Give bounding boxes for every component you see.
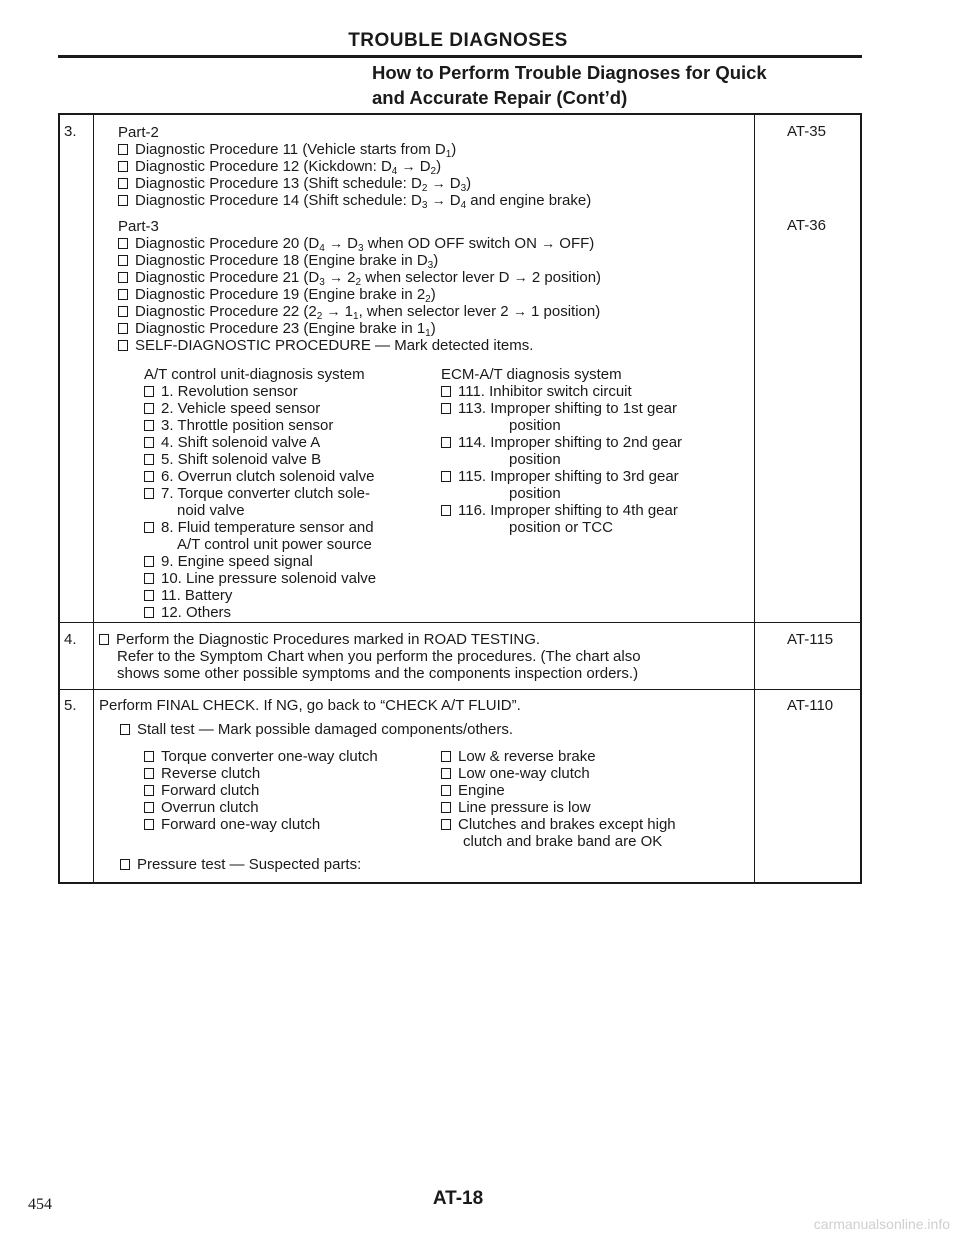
checkbox[interactable] xyxy=(441,802,451,813)
checkbox[interactable] xyxy=(144,522,154,533)
checkbox[interactable] xyxy=(144,454,154,465)
checkbox[interactable] xyxy=(118,195,128,206)
at-item: 3. Throttle position sensor xyxy=(144,417,333,434)
checkbox[interactable] xyxy=(441,386,451,397)
ref-road-testing: AT-115 xyxy=(787,631,834,648)
at-item: 8. Fluid temperature sensor and xyxy=(144,519,374,536)
procedure-19-item: Diagnostic Procedure 19 (Engine brake in $2_2$) xyxy=(118,286,436,308)
checkbox[interactable] xyxy=(118,340,128,351)
procedure-14-item: Diagnostic Procedure 14 (Shift schedule: $D_3 \to D_4$ and engine brake) xyxy=(118,192,591,214)
procedure-23-item: Diagnostic Procedure 23 (Engine brake in $1_1$) xyxy=(118,320,436,342)
checkbox[interactable] xyxy=(144,471,154,482)
procedure-table xyxy=(58,113,862,884)
ref-part2: AT-35 xyxy=(787,123,826,140)
number-column-divider xyxy=(93,115,94,882)
row-number-4: 4. xyxy=(64,631,77,648)
page-number: 454 xyxy=(28,1196,52,1213)
pressure-test-item: Pressure test — Suspected parts: xyxy=(120,856,361,873)
checkbox[interactable] xyxy=(118,323,128,334)
at-item-continuation: A/T control unit power source xyxy=(177,536,372,553)
at-item: 1. Revolution sensor xyxy=(144,383,298,400)
reference-column-divider xyxy=(754,115,755,882)
checkbox[interactable] xyxy=(441,471,451,482)
checkbox[interactable] xyxy=(144,556,154,567)
checkbox[interactable] xyxy=(144,607,154,618)
stall-left-item: Forward clutch xyxy=(144,782,259,799)
stall-test-item: Stall test — Mark possible damaged components/others. xyxy=(120,721,513,738)
checkbox[interactable] xyxy=(144,785,154,796)
procedure-18-item: Diagnostic Procedure 18 (Engine brake in $D_3$) xyxy=(118,252,438,274)
procedure-12-item: Diagnostic Procedure 12 (Kickdown: $D_4 \to D_2$) xyxy=(118,158,441,180)
checkbox[interactable] xyxy=(441,819,451,830)
checkbox[interactable] xyxy=(118,289,128,300)
checkbox[interactable] xyxy=(118,178,128,189)
procedure-22-item: Diagnostic Procedure 22 ($2_2 \to 1_1$, when selector lever 2 → 1 position) xyxy=(118,303,600,325)
at-item: 12. Others xyxy=(144,604,231,621)
row-divider-3-4 xyxy=(60,622,860,623)
at-item: 4. Shift solenoid valve A xyxy=(144,434,320,451)
ecm-item: 111. Inhibitor switch circuit xyxy=(441,383,632,400)
section-subtitle xyxy=(372,60,852,110)
subtitle-line-2: and Accurate Repair (Cont’d) xyxy=(372,87,628,108)
ecm-item-continuation: position or TCC xyxy=(509,519,613,536)
checkbox[interactable] xyxy=(118,306,128,317)
stall-right-item: Low one-way clutch xyxy=(441,765,590,782)
checkbox[interactable] xyxy=(144,768,154,779)
checkbox[interactable] xyxy=(118,255,128,266)
at-item: 2. Vehicle speed sensor xyxy=(144,400,320,417)
checkbox[interactable] xyxy=(144,437,154,448)
ecm-item: 116. Improper shifting to 4th gear xyxy=(441,502,678,519)
road-testing-note-2: shows some other possible symptoms and the components inspection orders.) xyxy=(117,665,639,682)
watermark: carmanualsonline.info xyxy=(813,1216,950,1232)
checkbox[interactable] xyxy=(144,751,154,762)
checkbox[interactable] xyxy=(144,802,154,813)
checkbox[interactable] xyxy=(441,768,451,779)
checkbox[interactable] xyxy=(144,403,154,414)
checkbox[interactable] xyxy=(144,590,154,601)
stall-left-item: Overrun clutch xyxy=(144,799,259,816)
final-check-instruction: Perform FINAL CHECK. If NG, go back to “CHECK A/T FLUID”. xyxy=(99,697,521,714)
checkbox[interactable] xyxy=(120,724,130,735)
checkbox[interactable] xyxy=(99,634,109,645)
ecm-item: 114. Improper shifting to 2nd gear xyxy=(441,434,682,451)
at-item: 10. Line pressure solenoid valve xyxy=(144,570,376,587)
checkbox[interactable] xyxy=(118,272,128,283)
checkbox[interactable] xyxy=(441,437,451,448)
ecm-item: 113. Improper shifting to 1st gear xyxy=(441,400,677,417)
procedure-20-item: Diagnostic Procedure 20 ($D_4 \to D_3$ when OD OFF switch ON → OFF) xyxy=(118,235,594,257)
checkbox[interactable] xyxy=(144,420,154,431)
procedure-11-item: Diagnostic Procedure 11 (Vehicle starts from $D_1$) xyxy=(118,141,456,163)
header-rule xyxy=(58,55,862,58)
page-label: AT-18 xyxy=(432,1188,484,1209)
ecm-item-continuation: position xyxy=(509,417,561,434)
at-item: 7. Torque converter clutch sole- xyxy=(144,485,370,502)
stall-left-item: Reverse clutch xyxy=(144,765,260,782)
checkbox[interactable] xyxy=(118,238,128,249)
ecm-system-heading: ECM-A/T diagnosis system xyxy=(441,366,622,383)
checkbox[interactable] xyxy=(144,386,154,397)
procedure-13-item: Diagnostic Procedure 13 (Shift schedule: $D_2 \to D_3$) xyxy=(118,175,471,197)
road-testing-note-1: Refer to the Symptom Chart when you perform the procedures. (The chart also xyxy=(117,648,641,665)
stall-left-item: Forward one-way clutch xyxy=(144,816,320,833)
checkbox[interactable] xyxy=(441,751,451,762)
checkbox[interactable] xyxy=(441,403,451,414)
ref-final-check: AT-110 xyxy=(787,697,834,714)
ecm-item-continuation: position xyxy=(509,485,561,502)
part2-title: Part-2 xyxy=(118,124,159,141)
road-testing-item: Perform the Diagnostic Procedures marked in ROAD TESTING. xyxy=(99,631,540,648)
checkbox[interactable] xyxy=(118,144,128,155)
row-number-5: 5. xyxy=(64,697,77,714)
at-item: 5. Shift solenoid valve B xyxy=(144,451,321,468)
self-diagnostic-item: SELF-DIAGNOSTIC PROCEDURE — Mark detected items. xyxy=(118,337,533,354)
row-divider-4-5 xyxy=(60,689,860,690)
page-title: TROUBLE DIAGNOSES xyxy=(348,30,568,51)
at-item: 9. Engine speed signal xyxy=(144,553,313,570)
at-item: 6. Overrun clutch solenoid valve xyxy=(144,468,374,485)
ecm-item-continuation: position xyxy=(509,451,561,468)
subtitle-line-1: How to Perform Trouble Diagnoses for Quick xyxy=(372,62,767,83)
checkbox[interactable] xyxy=(441,505,451,516)
checkbox[interactable] xyxy=(441,785,451,796)
checkbox[interactable] xyxy=(144,819,154,830)
stall-right-item: Line pressure is low xyxy=(441,799,591,816)
stall-right-item: Clutches and brakes except high xyxy=(441,816,676,833)
checkbox[interactable] xyxy=(118,161,128,172)
at-item: 11. Battery xyxy=(144,587,232,604)
stall-left-item: Torque converter one-way clutch xyxy=(144,748,378,765)
at-system-heading: A/T control unit-diagnosis system xyxy=(144,366,365,383)
part3-title: Part-3 xyxy=(118,218,159,235)
ref-part3: AT-36 xyxy=(787,217,826,234)
stall-right-item: Engine xyxy=(441,782,505,799)
checkbox[interactable] xyxy=(144,573,154,584)
at-item-continuation: noid valve xyxy=(177,502,245,519)
checkbox[interactable] xyxy=(144,488,154,499)
procedure-21-item: Diagnostic Procedure 21 ($D_3 \to 2_2$ when selector lever D → 2 position) xyxy=(118,269,601,291)
ecm-item: 115. Improper shifting to 3rd gear xyxy=(441,468,679,485)
row-number-3: 3. xyxy=(64,123,77,140)
stall-right-item: Low & reverse brake xyxy=(441,748,596,765)
stall-right-continuation: clutch and brake band are OK xyxy=(463,833,663,850)
checkbox[interactable] xyxy=(120,859,130,870)
